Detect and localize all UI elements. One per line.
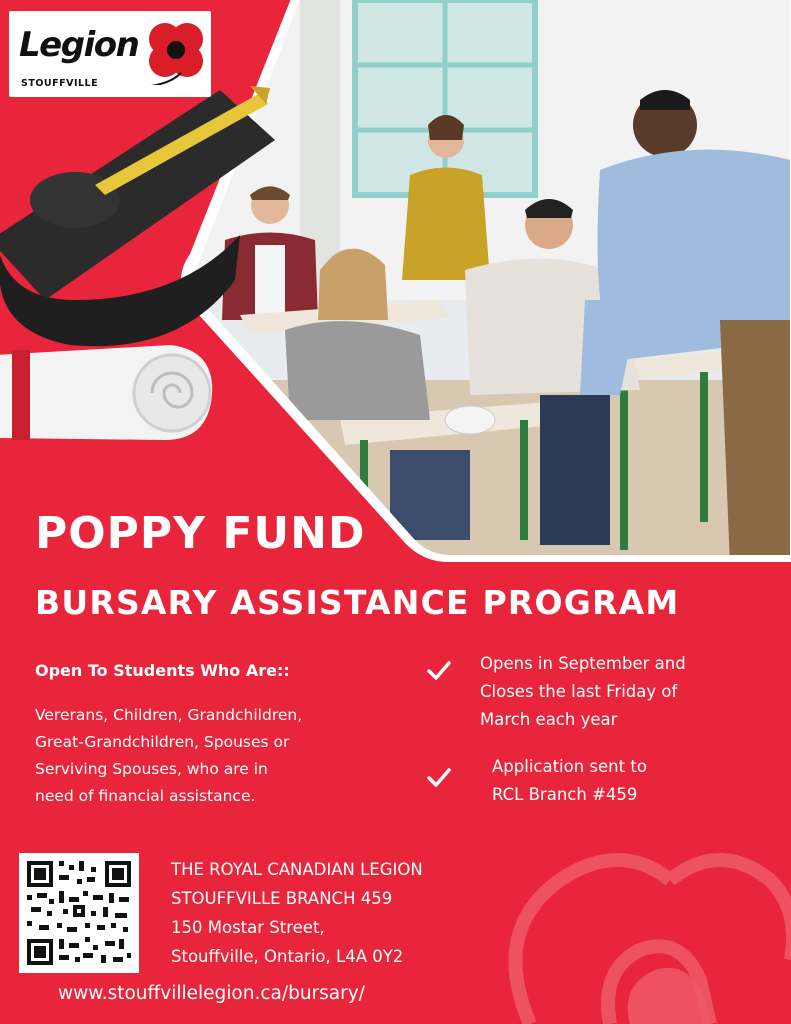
website-link[interactable]: www.stouffvillelegion.ca/bursary/ bbox=[58, 983, 365, 1004]
eligibility-text bbox=[35, 702, 415, 810]
eligibility-line: need of financial assistance. bbox=[35, 787, 256, 805]
schedule-line: Opens in September and bbox=[480, 654, 686, 673]
qr-code[interactable] bbox=[19, 853, 139, 973]
page-title: POPPY FUND bbox=[35, 508, 366, 559]
logo-wordmark: Legion bbox=[19, 25, 139, 65]
eligibility-line: Serviving Spouses, who are in bbox=[35, 760, 268, 778]
application-text bbox=[492, 753, 752, 809]
address-line: STOUFFVILLE BRANCH 459 bbox=[171, 889, 393, 908]
diploma-scroll-illustration bbox=[0, 345, 212, 440]
logo-subtitle: STOUFFVILLE bbox=[21, 78, 99, 89]
address-line: Stouffville, Ontario, L4A 0Y2 bbox=[171, 947, 404, 966]
eligibility-line: Great-Grandchildren, Spouses or bbox=[35, 733, 290, 751]
eligibility-line: Vererans, Children, Grandchildren, bbox=[35, 706, 303, 724]
eligibility-heading: Open To Students Who Are:: bbox=[35, 661, 290, 680]
poppy-icon bbox=[141, 15, 211, 85]
checkmark-icon bbox=[425, 763, 453, 791]
address-line: 150 Mostar Street, bbox=[171, 918, 325, 937]
schedule-line: Closes the last Friday of bbox=[480, 682, 678, 701]
poppy-decoration-icon bbox=[470, 810, 791, 1024]
schedule-text bbox=[480, 650, 770, 734]
address-line: THE ROYAL CANADIAN LEGION bbox=[171, 860, 423, 879]
application-line: Application sent to bbox=[492, 757, 647, 776]
page-subtitle: BURSARY ASSISTANCE PROGRAM bbox=[35, 583, 680, 622]
application-line: RCL Branch #459 bbox=[492, 785, 638, 804]
schedule-line: March each year bbox=[480, 710, 618, 729]
branch-address bbox=[171, 855, 423, 971]
checkmark-icon bbox=[425, 656, 453, 684]
legion-logo bbox=[9, 11, 211, 97]
